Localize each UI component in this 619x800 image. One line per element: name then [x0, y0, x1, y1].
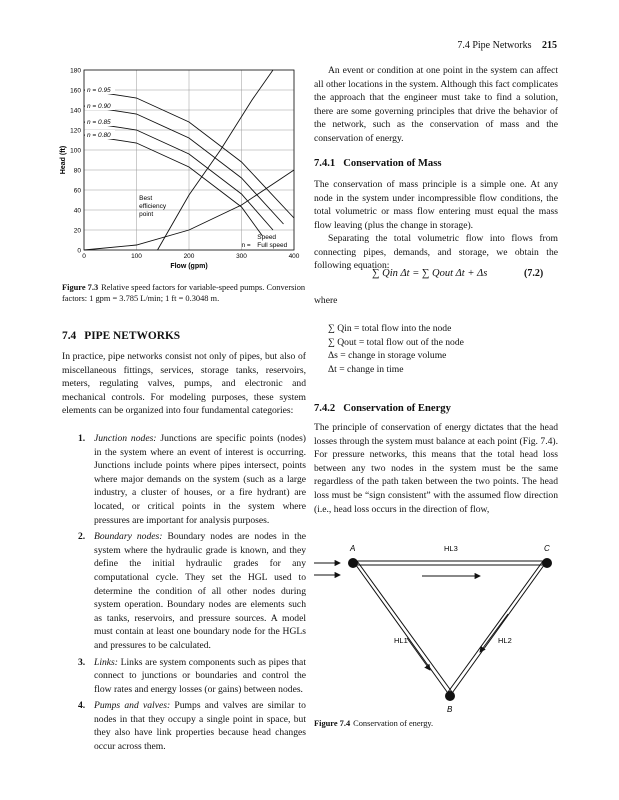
header-section: 7.4 Pipe Networks: [457, 40, 532, 51]
element-category-list: [78, 432, 306, 757]
running-header: [457, 40, 557, 51]
speed-curve-label: n = 0.90: [87, 103, 111, 110]
section-7-4-1-heading: 7.4.1 Conservation of Mass: [314, 158, 442, 169]
series-line: [158, 70, 277, 250]
list-item: 4. Pumps and valves: Pumps and valves are similar to nodes in that they occupy a single point in space, but they also have link properties because head changes occur across them.: [78, 700, 306, 753]
list-item: 1. Junction nodes: Junctions are specific points (nodes) in the system where an event of interest is occurring. Junctions include points where pipes intersect, points where major demands on the system (such as a large industry, a cluster of houses, or a fire hydrant) are located, or critical points in the system where pressures are important for analysis purposes.: [78, 433, 307, 526]
list-item-text: Pumps and valves are similar to nodes in that they occupy a single point in space, but they also have link properties because head changes occur across them.: [94, 700, 306, 753]
list-item: 2. Boundary nodes: Boundary nodes are nodes in the system where the hydraulic grade is known, and they define the initial hydraulic grades for any computational cycle. They set the HGL used to determine the condition of all other nodes during system operation. Boundary nodes are elements such as tanks, reservoirs, and pressure sources. A model must contain at least one boundary node for the HGLs and pressures to be calculated.: [78, 531, 306, 651]
pipe-a-b: [353, 561, 450, 696]
hl1-label: HL1: [394, 636, 408, 645]
definition-item: Δt = change in time: [328, 363, 404, 375]
x-tick-label: 400: [288, 253, 300, 260]
y-tick-label: 140: [70, 107, 81, 115]
node-b: [445, 691, 455, 701]
y-tick-label: 100: [70, 147, 81, 155]
y-tick-label: 180: [70, 67, 81, 75]
x-tick-label: 0: [82, 253, 86, 260]
flow-arrow-ab: [407, 638, 430, 670]
speed-curve-label: n = 0.80: [87, 132, 111, 139]
speed-curve-label: n = 0.85: [87, 119, 111, 126]
definition-item: ∑ Qin = total flow into the node: [328, 323, 452, 334]
figure-7-3-caption: [62, 282, 306, 304]
figure-7-3-chart: [56, 62, 306, 278]
list-item-term: Pumps and valves:: [94, 700, 171, 712]
pipe-c-b-inner: [448, 561, 543, 692]
node-b-label: B: [447, 705, 453, 714]
figure-7-3-label: Figure 7.3: [62, 283, 99, 292]
node-c-label: C: [544, 544, 550, 553]
mass-paragraph-1: The conservation of mass principle is a simple one. At any node in the system under incompressible flow conditions, the total volumetric or mass flow entering must equal the mass flow leaving (plus the change in storage).: [314, 179, 558, 231]
definition-item: ∑ Qout = total flow out of the node: [328, 336, 464, 348]
x-tick-label: 200: [183, 253, 195, 260]
speed-curve-label: n = 0.95: [87, 87, 111, 94]
x-tick-label: 100: [131, 253, 142, 260]
pipe-c-b: [450, 561, 547, 696]
list-item-text: Junctions are specific points (nodes) in the system where an event of interest is occurring. Junctions include points where pipes intersect, points where major demands on the system (such as a large industry, a cluster of houses, or a fire hydrant) are located, or critical points in the system where pressures are important for analysis purposes.: [94, 433, 307, 526]
speed-note-2: Full speed: [257, 242, 288, 249]
y-tick-label: 20: [73, 227, 81, 235]
equation-number: (7.2): [524, 268, 544, 279]
section-7-4-number: 7.4: [62, 330, 77, 342]
figure-7-4-caption: [314, 718, 433, 729]
node-c: [542, 558, 552, 568]
list-item: 3. Links: Links are system components such as pipes that connect to junctions or boundaries and control the flow rates and energy losses (or gains) between nodes.: [78, 656, 306, 695]
y-tick-label: 40: [73, 207, 81, 215]
network-intro-paragraph: An event or condition at one point in the system can affect all other locations in the system. Although this fact complicates the approach that the engineer must take to find a solution, there are some governing principles that drive the behavior of the network, such as the conservation of mass and the conservation of energy.: [314, 65, 558, 144]
pipe-a-b-inner: [357, 561, 452, 692]
section-7-4-2-heading: 7.4.2 Conservation of Energy: [314, 403, 451, 414]
bep-label-3: point: [139, 211, 154, 218]
speed-note-1: Speed: [257, 234, 277, 241]
energy-paragraph: The principle of conservation of energy dictates that the head losses through the system must balance at each point (Fig. 7.4). For pressure networks, this means that the total head loss between any two nodes in the system must be the same regardless of the path taken between the two points. The head loss must be “sign consistent” with the assumed flow direction (i.e., head loss occurs in the direction of flow,: [314, 422, 558, 515]
figure-7-4-label: Figure 7.4: [314, 719, 351, 728]
variable-definitions: [328, 322, 464, 376]
node-a-label: A: [350, 544, 356, 553]
hl2-label: HL2: [498, 636, 512, 645]
flow-arrow-cb: [480, 614, 508, 652]
y-tick-label: 60: [73, 187, 81, 195]
section-7-4-title: PIPE NETWORKS: [84, 330, 181, 342]
y-tick-label: 80: [73, 167, 81, 175]
y-tick-label: 120: [70, 127, 81, 135]
speed-note-3: n =: [241, 242, 251, 249]
y-tick-label: 0: [77, 247, 81, 255]
hl3-label: HL3: [444, 544, 458, 553]
x-axis-label: Flow (gpm): [170, 263, 208, 270]
list-item-term: Junction nodes:: [94, 433, 157, 444]
list-item-text: Boundary nodes are nodes in the system where the hydraulic grade is known, and they define the initial hydraulic grades for any computational cycle. They set the HGL used to determine the condition of all other nodes during system operation. Boundary nodes are elements such as tanks, reservoirs, and pressure sources. A model must contain at least one boundary node for the HGLs and pressures to be calculated.: [94, 531, 306, 651]
where-label: where: [314, 295, 338, 306]
section-7-4-heading: [62, 330, 180, 342]
figure-7-3-caption-text: Relative speed factors for variable-speed pumps. Conversion factors: 1 gpm = 3.785 L/min; 1 ft = 0.3048 m.: [62, 283, 306, 304]
y-tick-label: 160: [70, 87, 81, 95]
section-7-4-intro: In practice, pipe networks consist not only of pipes, but also of miscellaneous fittings, services, storage tanks, reservoirs, meters, regulating valves, pumps, and electronic and mechanical controls. For modeling purposes, these system elements can be organized into four fundamental categories:: [62, 351, 306, 417]
x-tick-label: 300: [236, 253, 247, 260]
y-axis-label: Head (ft): [60, 145, 67, 175]
page-number: 215: [542, 40, 557, 51]
bep-label-2: efficiency: [139, 203, 167, 210]
node-a: [348, 558, 358, 568]
figure-7-4-diagram: [312, 538, 562, 718]
bep-label-1: Best: [139, 195, 153, 202]
list-item-text: Links are system components such as pipes that connect to junctions or boundaries and control the flow rates and energy losses (or gains) between nodes.: [94, 656, 306, 695]
list-item-term: Links:: [94, 656, 118, 668]
list-item-term: Boundary nodes:: [94, 531, 163, 543]
definition-item: Δs = change in storage volume: [328, 350, 447, 361]
mass-paragraph-2: Separating the total volumetric flow into flows from connecting pipes, demands, and storage, we obtain the following equation:: [314, 233, 558, 272]
figure-7-4-caption-text: Conservation of energy.: [353, 719, 434, 728]
equation-7-2: ∑ Qin Δt = ∑ Qout Δt + Δs: [372, 268, 488, 279]
